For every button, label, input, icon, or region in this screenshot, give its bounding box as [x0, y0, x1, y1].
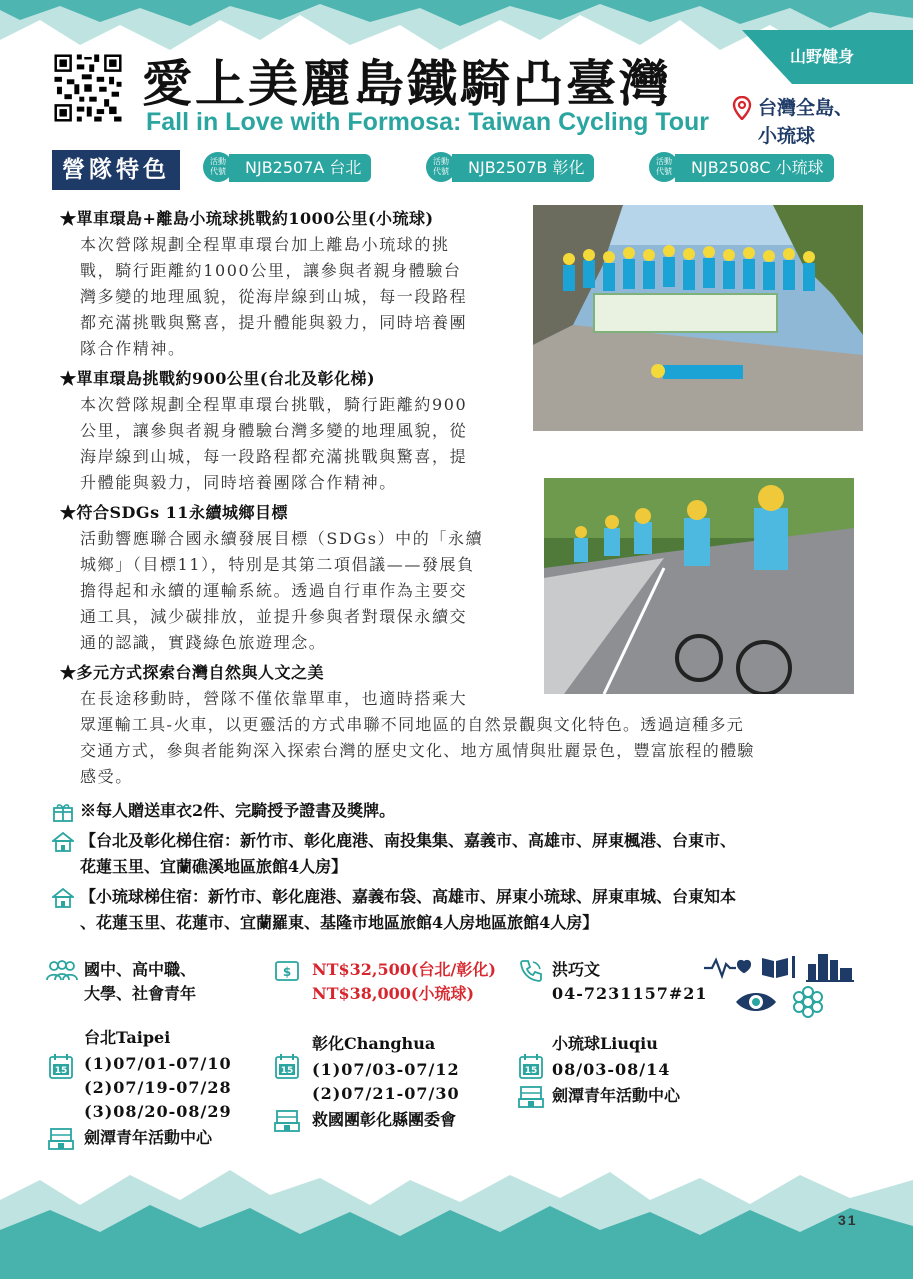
gift-icon: [52, 802, 74, 822]
house-icon: [52, 832, 74, 852]
building-icon: [274, 1108, 300, 1134]
activity-code-text: NJB2508C 小琉球: [675, 154, 834, 182]
section-line: 戰，騎行距離約1000公里，讓參與者親身體驗台: [80, 261, 462, 280]
session-liuqiu-dates: [552, 1058, 670, 1082]
section-line: 眾運輸工具-火車，以更靈活的方式串聯不同地區的自然景觀與文化特色。透過這種多元: [80, 715, 745, 734]
location-line-2: 小琉球: [758, 125, 816, 147]
section-line: 交通方式，參與者能夠深入探索台灣的歷史文化、地方風情與壯麗景色，豐富旅程的體驗: [80, 741, 755, 760]
section-line: 海岸線到山城，每一段路程都充滿挑戰與驚喜，提: [80, 447, 468, 466]
session-changhua-name: 彰化Changhua: [312, 1034, 436, 1053]
section-line: 公里，讓參與者親身體驗台灣多變的地理風貌，從: [80, 421, 468, 440]
section-line: 在長途移動時，營隊不僅依靠單車，也適時搭乘大: [80, 689, 468, 708]
section-line: 感受。: [80, 767, 133, 786]
svg-text:$: $: [282, 965, 292, 979]
activity-code-badge: 活動 代號: [649, 152, 679, 182]
activity-code-badge: 活動 代號: [426, 152, 456, 182]
section-line: 城鄉」（目標11），特別是其第二項倡議——發展負: [80, 555, 475, 574]
cyclists-riding-photo: [544, 478, 854, 694]
book-icon: [762, 956, 795, 978]
calendar-day: 15: [524, 1066, 538, 1076]
session-date: (1)07/03-07/12: [312, 1060, 460, 1079]
session-taipei-name: 台北Taipei: [84, 1028, 171, 1047]
house-icon: [52, 888, 74, 908]
contact-phone: 04-7231157#21: [552, 984, 708, 1003]
contact-name: 洪巧文: [552, 960, 601, 979]
session-date: (2)07/21-07/30: [312, 1084, 460, 1103]
lodging-line: 【小琉球梯住宿：新竹市、彰化鹿港、嘉義布袋、高雄市、屏東小琉球、屏東車城、台東知本: [80, 887, 737, 906]
activity-code-badge: 活動 代號: [203, 152, 233, 182]
qr-code[interactable]: [52, 52, 124, 124]
calendar-icon: [518, 1052, 544, 1080]
session-date: (1)07/01-07/10: [84, 1054, 232, 1073]
activity-code-text: NJB2507B 彰化: [452, 154, 594, 182]
price-line: NT$32,500(台北/彰化): [312, 960, 496, 979]
features-label: 營隊特色: [52, 150, 180, 190]
bottom-mountain-decoration: [0, 1160, 913, 1279]
session-changhua-venue: 救國團彰化縣團委會: [312, 1110, 457, 1129]
price: [312, 958, 496, 1006]
activity-code-text: NJB2507A 台北: [229, 154, 371, 182]
eye-icon: [736, 993, 776, 1011]
calendar-icon: [48, 1052, 74, 1080]
lodging-line: 、花蓮玉里、花蓮市、宜蘭羅東、基隆市地區旅館4人房地區旅館4人房】: [80, 913, 599, 932]
city-icon: [806, 954, 854, 982]
section-heading: ★多元方式探索台灣自然與人文之美: [60, 663, 325, 682]
gift-text: ※每人贈送車衣2件、完騎授予證書及獎牌。: [80, 801, 396, 820]
section-line: 都充滿挑戰與驚喜，提升體能與毅力，同時培養團: [80, 313, 468, 332]
people-icon: [46, 960, 78, 982]
category-icons: [702, 950, 858, 1022]
location-pin-icon: [732, 96, 752, 120]
calendar-day: 15: [280, 1066, 294, 1076]
section-heading: ★單車環島挑戰約900公里(台北及彰化梯): [60, 369, 376, 388]
building-icon: [48, 1126, 74, 1152]
audience-line: 大學、社會青年: [84, 984, 197, 1003]
section-line: 本次營隊規劃全程單車環台加上離島小琉球的挑: [80, 235, 450, 254]
section-line: 升體能與毅力，同時培養團隊合作精神。: [80, 473, 397, 492]
session-date: 08/03-08/14: [552, 1060, 671, 1079]
section-line: 灣多變的地理風貌，從海岸線到山城，每一段路程: [80, 287, 468, 306]
group-photo-coast: [533, 205, 863, 431]
section-heading: ★符合SDGs 11永續城鄉目標: [60, 503, 288, 522]
session-taipei-dates: [84, 1052, 232, 1124]
session-liuqiu-name: 小琉球Liuqiu: [552, 1034, 658, 1053]
feature-section-1: [60, 206, 467, 362]
phone-icon: [518, 958, 544, 984]
section-line: 擔得起和永續的運輸系統。透過自行車作為主要交: [80, 581, 468, 600]
section-heading: ★單車環島+離島小琉球挑戰約1000公里(小琉球): [60, 209, 434, 228]
session-liuqiu-venue: 劍潭青年活動中心: [552, 1086, 681, 1105]
session-taipei-venue: 劍潭青年活動中心: [84, 1128, 213, 1147]
flower-icon: [794, 987, 822, 1017]
building-icon: [518, 1084, 544, 1110]
feature-section-3: [60, 500, 483, 656]
calendar-icon: [274, 1052, 300, 1080]
location-line-1: 台灣全島、: [758, 97, 854, 119]
section-line: 本次營隊規劃全程單車環台挑戰，騎行距離約900: [80, 395, 468, 414]
calendar-day: 15: [54, 1066, 68, 1076]
lodging-line: 【台北及彰化梯住宿：新竹市、彰化鹿港、南投集集、嘉義市、高雄市、屏東楓港、台東市、: [80, 831, 737, 850]
section-line: 通的認識，實踐綠色旅遊理念。: [80, 633, 327, 652]
price-line: NT$38,000(小琉球): [312, 984, 475, 1003]
money-icon: [274, 958, 300, 982]
session-date: (2)07/19-07/28: [84, 1078, 232, 1097]
lodging-line: 花蓮玉里、宜蘭礁溪地區旅館4人房】: [80, 857, 348, 876]
page-title: 愛上美麗島鐵騎凸臺灣: [142, 55, 672, 113]
audience: [84, 958, 196, 1006]
section-line: 活動響應聯合國永續發展目標（SDGs）中的「永續: [80, 529, 484, 548]
category-label: 山野健身: [790, 47, 855, 66]
page-number: 31: [838, 1212, 858, 1228]
section-line: 通工具，減少碳排放，並提升參與者對環保永續交: [80, 607, 468, 626]
page-subtitle-english: Fall in Love with Formosa: Taiwan Cycling Tour: [146, 108, 710, 136]
session-changhua-dates: [312, 1058, 460, 1106]
heartbeat-icon: [704, 960, 750, 976]
contact: [552, 958, 708, 1006]
feature-section-2: [60, 366, 467, 496]
section-line: 隊合作精神。: [80, 339, 186, 358]
session-date: (3)08/20-08/29: [84, 1102, 232, 1121]
audience-line: 國中、高中職、: [84, 960, 197, 979]
